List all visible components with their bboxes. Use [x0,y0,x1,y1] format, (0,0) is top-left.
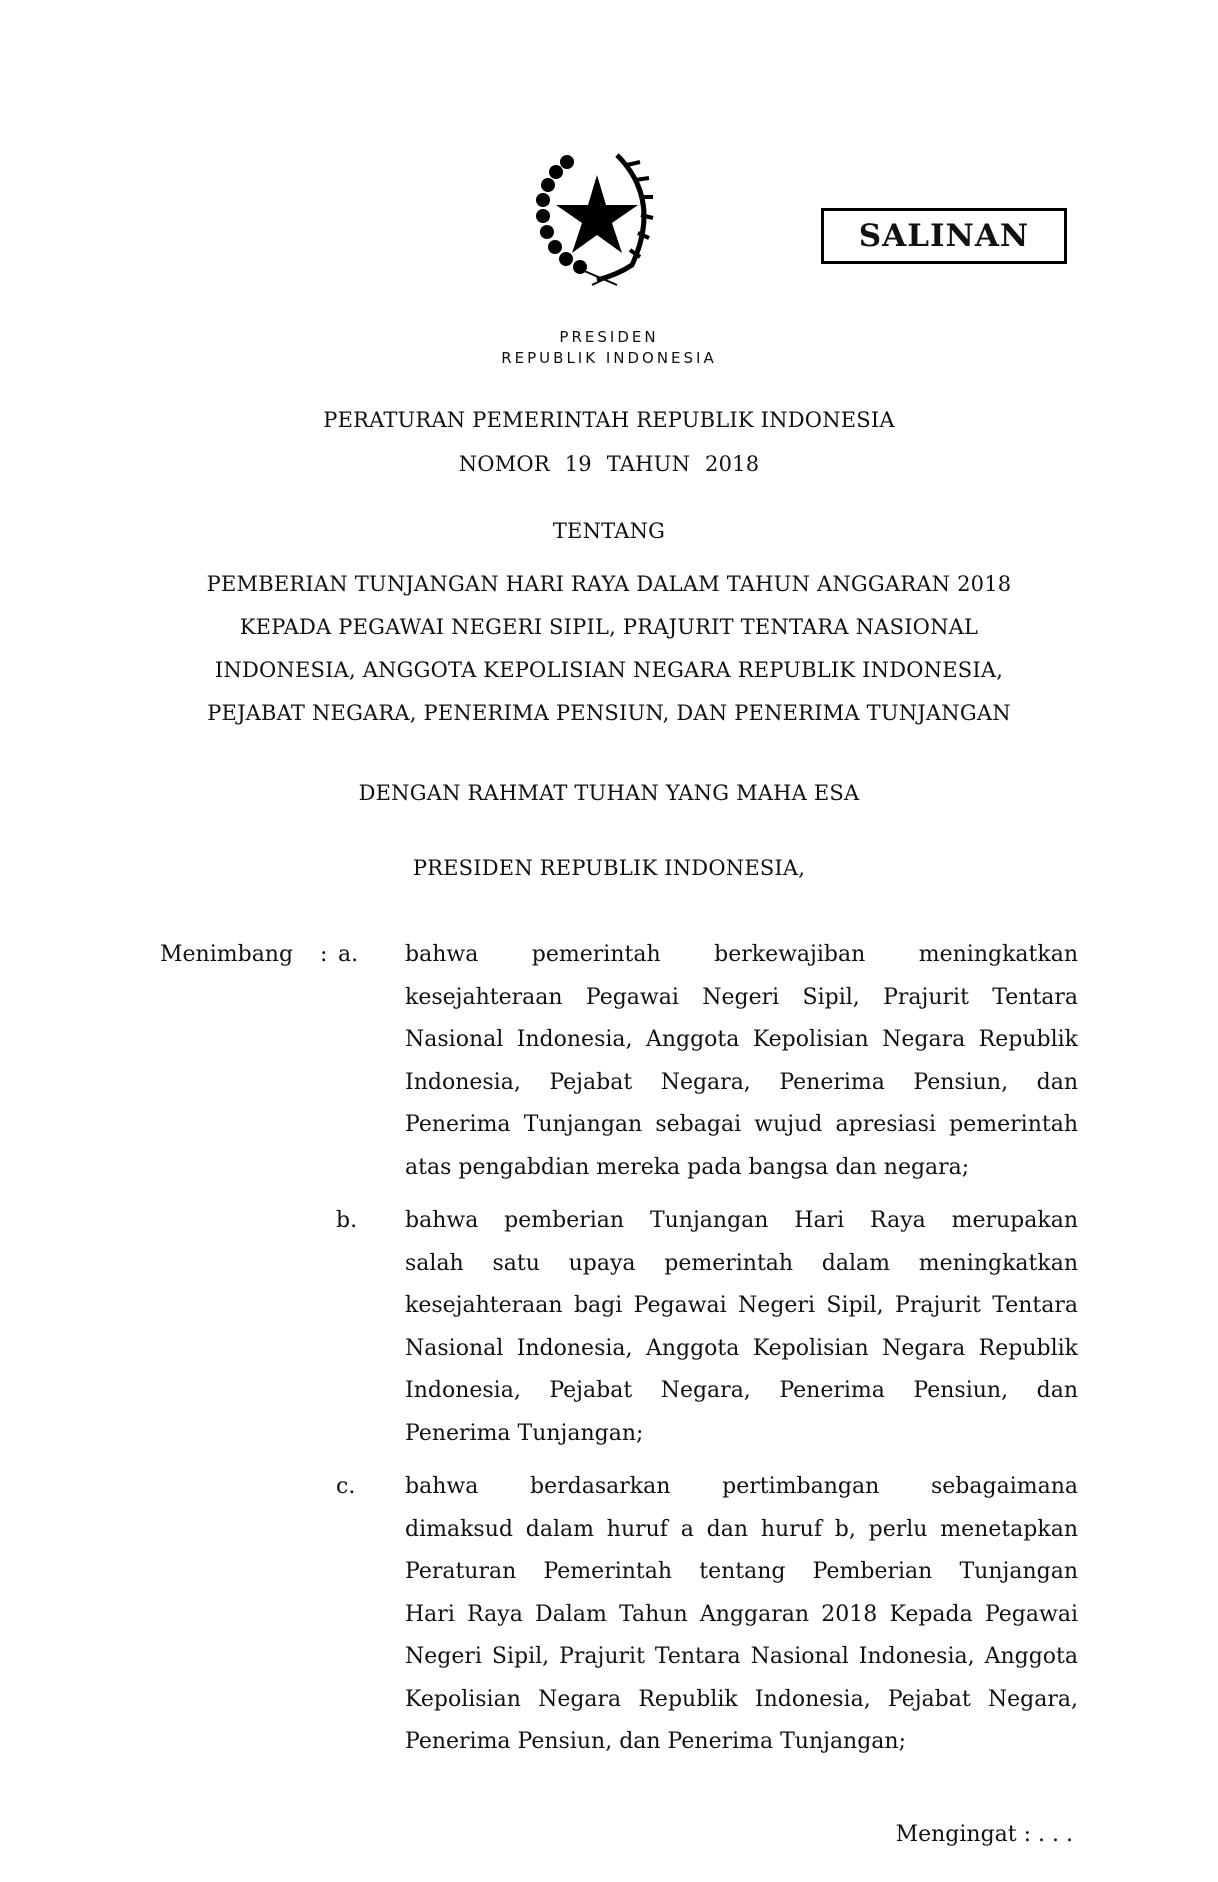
kop-republik: REPUBLIK INDONESIA [501,349,717,367]
item-text-line: Indonesia, Pejabat Negara, Penerima Pensiun, dan [405,1378,1078,1403]
item-text-line: kesejahteraan bagi Pegawai Negeri Sipil, Prajurit Tentara [405,1293,1078,1318]
next-page-indicator: Mengingat : . . . [895,1822,1073,1847]
item-text-line: Penerima Tunjangan sebagai wujud apresiasi pemerintah [405,1112,1078,1137]
item-text-line: Hari Raya Dalam Tahun Anggaran 2018 Kepada Pegawai [405,1601,1078,1627]
invocation: DENGAN RAHMAT TUHAN YANG MAHA ESA [358,781,860,805]
president-heading: PRESIDEN REPUBLIK INDONESIA, [412,856,806,880]
item-text-line: atas pengabdian mereka pada bangsa dan negara; [405,1154,970,1180]
subject-line: INDONESIA, ANGGOTA KEPOLISIAN NEGARA REPUBLIK INDONESIA, [214,658,1004,682]
item-text-line: dimaksud dalam huruf a dan huruf b, perlu menetapkan [405,1516,1078,1542]
menimbang-label: Menimbang [160,942,294,967]
item-letter: a. [338,942,359,967]
item-text-line: Nasional Indonesia, Anggota Kepolisian Negara Republik [405,1027,1078,1052]
item-text-line: kesejahteraan Pegawai Negeri Sipil, Prajurit Tentara [405,984,1078,1010]
tentang-heading: TENTANG [552,519,666,543]
item-text-line: Peraturan Pemerintah tentang Pemberian Tunjangan [405,1559,1078,1584]
kop-presiden: PRESIDEN [559,328,659,346]
subject-line: KEPADA PEGAWAI NEGERI SIPIL, PRAJURIT TENTARA NASIONAL [239,615,979,639]
menimbang-colon: : [320,942,328,967]
subject-line: PEMBERIAN TUNJANGAN HARI RAYA DALAM TAHUN ANGGARAN 2018 [206,572,1012,596]
item-text-line: bahwa pemerintah berkewajiban meningkatkan [405,942,1078,967]
item-text-line: Penerima Pensiun, dan Penerima Tunjangan; [405,1729,907,1754]
item-text-line: bahwa pemberian Tunjangan Hari Raya merupakan [405,1208,1078,1233]
regulation-title: PERATURAN PEMERINTAH REPUBLIK INDONESIA [323,408,895,432]
item-text-line: Nasional Indonesia, Anggota Kepolisian Negara Republik [405,1335,1078,1361]
presidential-emblem-icon [522,140,672,290]
item-text-line: salah satu upaya pemerintah dalam meningkatkan [405,1250,1078,1276]
item-text-line: Indonesia, Pejabat Negara, Penerima Pensiun, dan [405,1069,1078,1095]
item-letter: b. [336,1208,358,1233]
item-letter: c. [336,1474,356,1499]
item-text-line: Penerima Tunjangan; [405,1420,644,1446]
subject-line: PEJABAT NEGARA, PENERIMA PENSIUN, DAN PENERIMA TUNJANGAN [207,701,1011,725]
item-text-line: Negeri Sipil, Prajurit Tentara Nasional Indonesia, Anggota [405,1644,1078,1669]
item-text-line: Kepolisian Negara Republik Indonesia, Pejabat Negara, [405,1686,1078,1712]
salinan-stamp: SALINAN [821,208,1067,264]
item-text-line: bahwa berdasarkan pertimbangan sebagaimana [405,1474,1078,1499]
regulation-number: NOMOR 19 TAHUN 2018 [458,452,760,476]
